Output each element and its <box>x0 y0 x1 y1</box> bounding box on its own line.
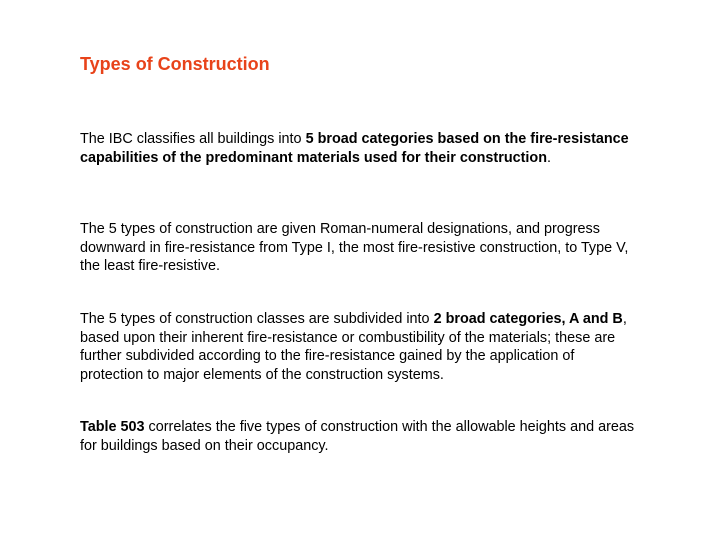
slide-title: Types of Construction <box>80 54 270 74</box>
paragraph-text: The IBC classifies all buildings into <box>80 131 306 147</box>
paragraph-bold-text: 5 broad categories based on the fire-resistance capabilities of the predominant materials used for their construction <box>80 131 629 166</box>
paragraph-text: , based upon their inherent fire-resistance or combustibility of the materials; these are further subdivided according to the fire-resistance gained by the application of protection to major elements of the construction systems. <box>80 311 627 383</box>
paragraph-text: The 5 types of construction classes are subdivided into <box>80 311 434 327</box>
paragraph-text: The 5 types of construction are given Roman-numeral designations, and progress downward in fire-resistance from Type I, the most fire-resistive construction, to Type V, the least fire-resistive. <box>80 221 629 274</box>
paragraph-roman-numerals <box>80 220 640 276</box>
paragraph-ibc-categories <box>80 130 640 167</box>
paragraph-text: . <box>546 149 551 166</box>
paragraph-bold-text: 2 broad categories, A and B <box>433 311 623 327</box>
paragraph-text: correlates the five types of construction with the allowable heights and areas for buildings based on their occupancy. <box>80 419 635 454</box>
paragraph-subdivisions <box>80 310 640 384</box>
paragraph-bold-text: Table 503 <box>80 419 145 435</box>
paragraph-table-503 <box>80 418 640 455</box>
